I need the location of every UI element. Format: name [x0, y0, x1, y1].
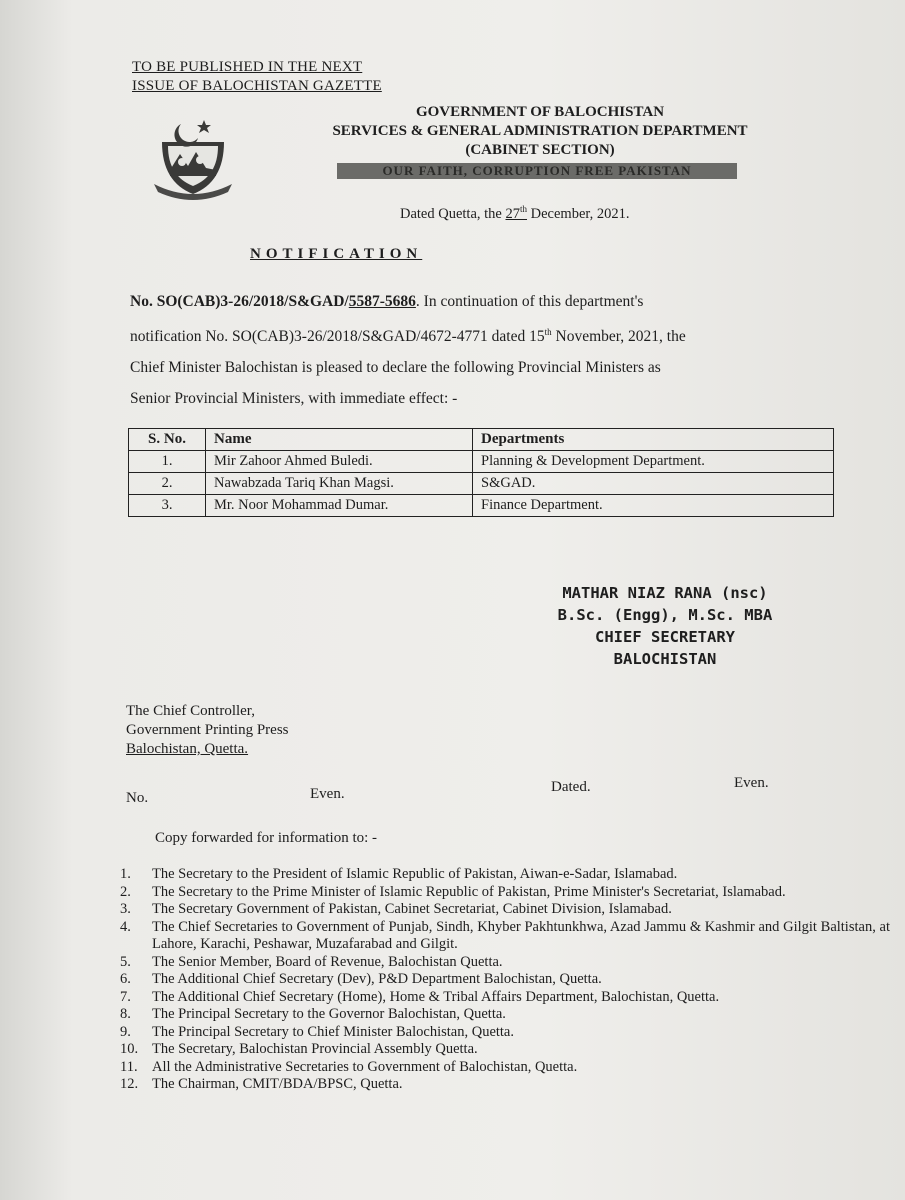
- balochistan-emblem-icon: [148, 112, 238, 202]
- ref-dated-label: Dated.: [551, 779, 591, 795]
- department-title: SERVICES & GENERAL ADMINISTRATION DEPARTMENT: [332, 123, 748, 139]
- ministers-table: [128, 428, 834, 517]
- table-row: [129, 473, 834, 495]
- recipients-list: [120, 866, 890, 1094]
- gazette-line-2: ISSUE OF BALOCHISTAN GAZETTE: [132, 78, 382, 94]
- list-item: 12. The Chairman, CMIT/BDA/BPSC, Quetta.: [120, 1076, 403, 1092]
- list-item: 9. The Principal Secretary to Chief Minister Balochistan, Quetta.: [120, 1023, 514, 1040]
- slogan-banner: OUR FAITH, CORRUPTION FREE PAKISTAN: [337, 163, 737, 179]
- cell-sno: 3.: [129, 495, 206, 517]
- gov-title: GOVERNMENT OF BALOCHISTAN: [415, 104, 665, 120]
- section-title: (CABINET SECTION): [465, 142, 615, 158]
- cell-name: Mr. Noor Mohammad Dumar.: [206, 495, 473, 517]
- list-item: 5. The Senior Member, Board of Revenue, Balochistan Quetta.: [120, 953, 503, 970]
- address-line-1: The Chief Controller,: [126, 703, 255, 719]
- list-item: 2. The Secretary to the Prime Minister of Islamic Republic of Pakistan, Prime Minister's Secretariat, Islamabad.: [120, 883, 786, 900]
- gazette-note: [132, 58, 382, 96]
- signature-block: [500, 582, 830, 670]
- body-line-4: Senior Provincial Ministers, with immediate effect: -: [130, 390, 458, 408]
- body-line-1: No. SO(CAB)3-26/2018/S&GAD/5587-5686. In continuation of this department's: [130, 293, 644, 310]
- cell-sno: 1.: [129, 451, 206, 473]
- cell-department: S&GAD.: [473, 473, 834, 495]
- cell-sno: 2.: [129, 473, 206, 495]
- dated-day: 27th: [505, 204, 528, 222]
- list-item: 11. All the Administrative Secretaries to Government of Balochistan, Quetta.: [120, 1058, 578, 1075]
- list-item: 8. The Principal Secretary to the Governor Balochistan, Quetta.: [120, 1006, 506, 1022]
- cell-department: Finance Department.: [473, 495, 834, 517]
- address-line-2: Government Printing Press: [126, 722, 289, 738]
- dated-prefix: Dated Quetta, the: [400, 205, 506, 222]
- header-departments: Departments: [473, 429, 834, 451]
- address-line-3: Balochistan, Quetta.: [126, 741, 249, 757]
- address-block: [126, 702, 289, 759]
- list-item: 6. The Additional Chief Secretary (Dev), P&D Department Balochistan, Quetta.: [120, 971, 602, 987]
- list-item: 7. The Additional Chief Secretary (Home), Home & Tribal Affairs Department, Balochistan, Quetta.: [120, 988, 720, 1005]
- list-item: 1. The Secretary to the President of Islamic Republic of Pakistan, Aiwan-e-Sadar, Islamabad.: [120, 866, 678, 882]
- cell-department: Planning & Development Department.: [473, 451, 834, 473]
- table-row: [129, 451, 834, 473]
- ref-even-1: Even.: [310, 786, 345, 802]
- header-name: Name: [206, 429, 473, 451]
- dated-rest: December, 2021.: [527, 205, 630, 222]
- cell-name: Mir Zahoor Ahmed Buledi.: [206, 451, 473, 473]
- notification-title: NOTIFICATION: [250, 246, 423, 262]
- ref-no-label: No.: [126, 790, 149, 806]
- signatory-name: MATHAR NIAZ RANA (nsc): [562, 584, 768, 602]
- body-line-2: notification No. SO(CAB)3-26/2018/S&GAD/4672-4771 dated 15th November, 2021, the: [130, 327, 686, 346]
- cell-name: Nawabzada Tariq Khan Magsi.: [206, 473, 473, 495]
- table-row: [129, 495, 834, 517]
- list-item: 4. The Chief Secretaries to Government of Punjab, Sindh, Khyber Pakhtunkhwa, Azad Jammu & Kashmir and Gilgit Baltistan, at Lahore, Karachi, Peshawar, Muzafarabad and Gilgit.: [120, 918, 890, 952]
- signatory-title: CHIEF SECRETARY: [595, 628, 735, 646]
- dated-line: [400, 204, 630, 223]
- list-item: 3. The Secretary Government of Pakistan, Cabinet Secretariat, Cabinet Division, Islamabad.: [120, 901, 672, 917]
- header-sno: S. No.: [129, 429, 206, 451]
- signatory-degrees: B.Sc. (Engg), M.Sc. MBA: [557, 606, 773, 624]
- signatory-province: BALOCHISTAN: [613, 650, 717, 668]
- list-item: 10. The Secretary, Balochistan Provincial Assembly Quetta.: [120, 1041, 478, 1057]
- gazette-line-1: TO BE PUBLISHED IN THE NEXT: [132, 59, 363, 75]
- copy-forwarded: Copy forwarded for information to: -: [155, 830, 378, 846]
- body-line-3: Chief Minister Balochistan is pleased to declare the following Provincial Ministers as: [130, 359, 661, 377]
- notification-body: [130, 286, 830, 414]
- table-header-row: [129, 429, 834, 451]
- ref-even-2: Even.: [734, 775, 769, 791]
